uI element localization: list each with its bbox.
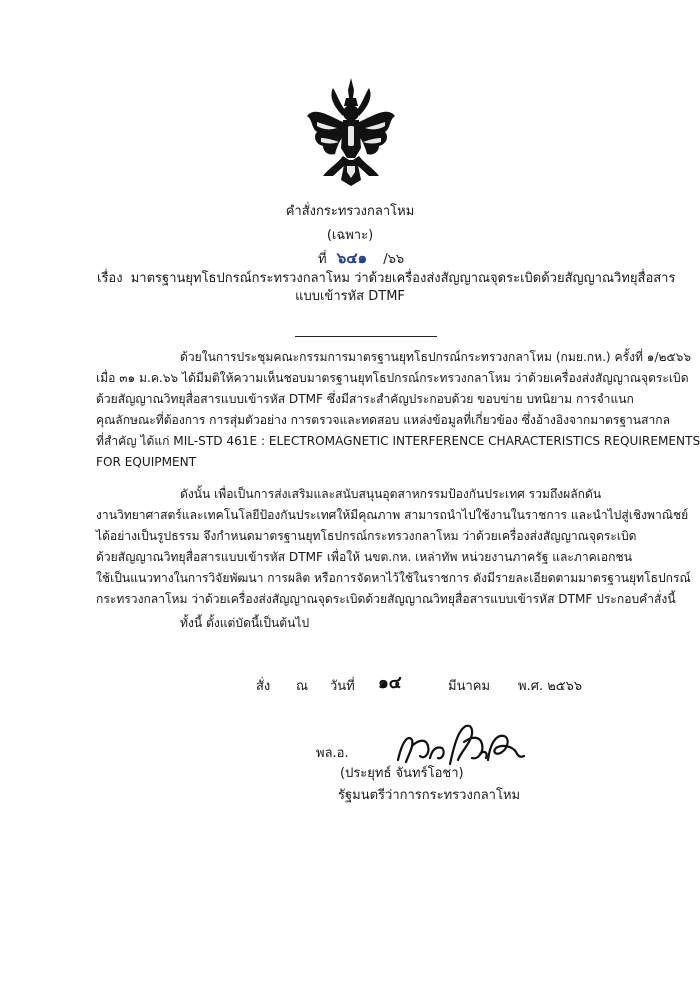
day-handwritten: ๑๔ xyxy=(378,673,402,693)
para1-line-5: ที่สำคัญ ได้แก่ MIL-STD 461E : ELECTROMAGNETIC INTERFERENCE CHARACTERISTICS REQUIREMENTS xyxy=(96,434,700,448)
garuda-emblem-icon xyxy=(303,76,399,188)
para2-line-1: ดังนั้น เพื่อเป็นการส่งเสริมและสนับสนุนอุตสาหกรรมป้องกันประเทศ รวมถึงผลักดัน xyxy=(180,487,602,501)
classification-label: (เฉพาะ) xyxy=(326,228,374,243)
ordered-label: สั่ง xyxy=(256,679,271,694)
para2-line-5: ใช้เป็นแนวทางในการวิจัยพัฒนา การผลิต หรือการจัดหาไว้ใช้ในราชการ ดังมีรายละเอียดตามมาตรฐานยุทโธปกรณ์ xyxy=(96,571,691,585)
effective-clause: ทั้งนี้ ตั้งแต่บัดนี้เป็นต้นไป xyxy=(180,616,310,630)
year-label: พ.ศ. ๒๕๖๖ xyxy=(518,679,583,694)
subject-label: เรื่อง xyxy=(97,271,123,286)
signer-name: (ประยุทธ์ จันทร์โอชา) xyxy=(340,766,464,781)
para1-line-6: FOR EQUIPMENT xyxy=(96,455,197,469)
order-number-prefix: ที่ xyxy=(318,252,327,267)
para2-line-6: กระทรวงกลาโหม ว่าด้วยเครื่องส่งสัญญาณจุดระเบิดด้วยสัญญาณวิทยุสื่อสารแบบเข้ารหัส DTMF ประกอบคำสั่งนี้ xyxy=(96,592,676,606)
signer-rank: พล.อ. xyxy=(316,746,349,761)
day-label: วันที่ xyxy=(330,679,355,694)
at-label: ณ xyxy=(296,679,309,694)
para1-line-2: เมื่อ ๓๑ ม.ค.๖๖ ได้มีมติให้ความเห็นชอบมาตรฐานยุทโธปกรณ์กระทรวงกลาโหม ว่าด้วยเครื่องส่งสัญญาณจุดระเบิด xyxy=(96,371,689,385)
para1-line-1: ด้วยในการประชุมคณะกรรมการมาตรฐานยุทโธปกรณ์กระทรวงกลาโหม (กมย.กห.) ครั้งที่ ๑/๒๕๖๖ xyxy=(180,350,692,364)
subject-text: มาตรฐานยุทโธปกรณ์กระทรวงกลาโหม ว่าด้วยเครื่องส่งสัญญาณจุดระเบิดด้วยสัญญาณวิทยุสื่อสาร xyxy=(130,271,676,286)
para2-line-3: ได้อย่างเป็นรูปธรรม จึงกำหนดมาตรฐานยุทโธปกรณ์กระทรวงกลาโหม ว่าด้วยเครื่องส่งสัญญาณจุดระเบิด xyxy=(96,529,637,543)
header-divider xyxy=(295,336,437,337)
order-number-suffix: /๖๖ xyxy=(383,252,405,267)
para2-line-2: งานวิทยาศาสตร์และเทคโนโลยีป้องกันประเทศให้มีคุณภาพ สามารถนำไปใช้งานในราชการ และนำไปสู่เชิงพาณิชย์ xyxy=(96,508,689,522)
para2-line-4: ด้วยสัญญาณวิทยุสื่อสารแบบเข้ารหัส DTMF เพื่อให้ นขต.กห. เหล่าทัพ หน่วยงานภาครัฐ และภาคเอกชน xyxy=(96,550,632,564)
order-number-handwritten: ๖๔๑ xyxy=(336,249,368,267)
signer-position: รัฐมนตรีว่าการกระทรวงกลาโหม xyxy=(338,788,521,803)
order-title: คำสั่งกระทรวงกลาโหม xyxy=(285,204,415,219)
subject-line-1 xyxy=(97,267,675,288)
month-label: มีนาคม xyxy=(448,679,491,694)
para1-line-3: ด้วยสัญญาณวิทยุสื่อสารแบบเข้ารหัส DTMF ซึ่งมีสาระสำคัญประกอบด้วย ขอบข่าย บทนิยาม การจำแนก xyxy=(96,392,634,406)
subject-line-2: แบบเข้ารหัส DTMF xyxy=(295,289,405,304)
para1-line-4: คุณลักษณะที่ต้องการ การสุ่มตัวอย่าง การตรวจและทดสอบ แหล่งข้อมูลที่เกี่ยวข้อง ซึ่งอ้างอิงจากมาตรฐานสากล xyxy=(96,413,670,427)
